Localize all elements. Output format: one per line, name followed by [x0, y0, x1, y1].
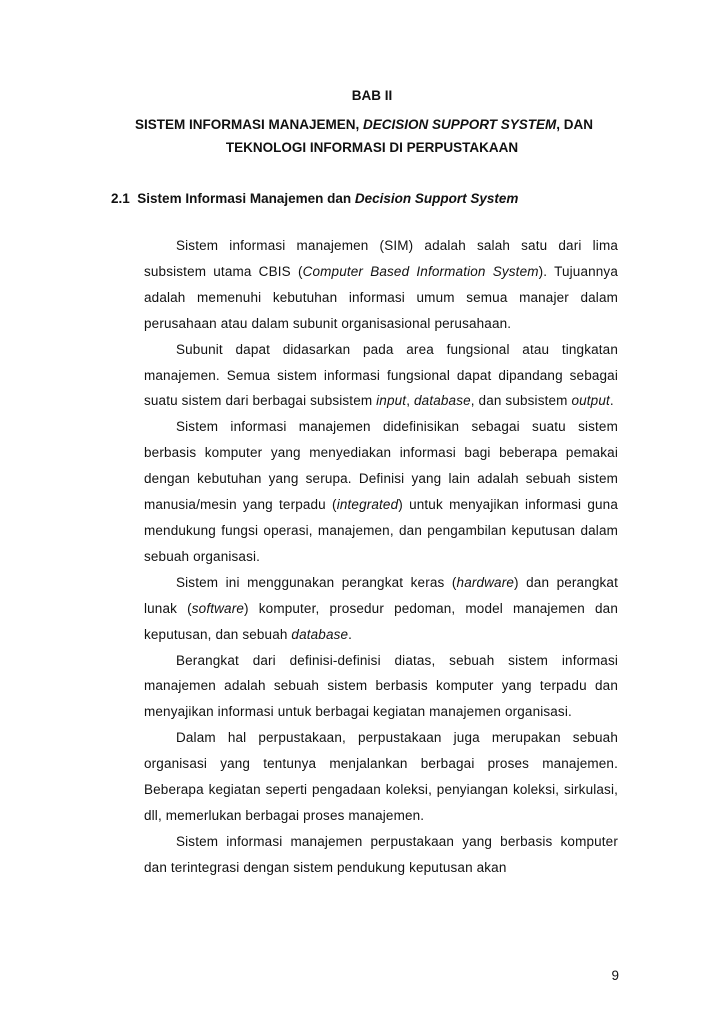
paragraph [144, 570, 618, 648]
text-run: ) komputer, prosedur pedoman, model manajemen dan keputusan, dan sebuah [144, 600, 618, 642]
text-run-italic: database [291, 626, 349, 642]
text-run: . [348, 626, 353, 642]
text-run-italic: integrated [336, 497, 399, 513]
text-run-italic: hardware [456, 574, 515, 590]
text-run-italic: software [191, 600, 245, 616]
paragraph [144, 414, 618, 569]
text-run-italic: database [414, 393, 471, 409]
section-title-text: Sistem Informasi Manajemen dan [137, 191, 355, 206]
chapter-title-text: SISTEM INFORMASI MANAJEMEN, [134, 117, 363, 132]
paragraph: Sistem informasi manajemen perpustakaan yang berbasis komputer dan terintegrasi dengan sistem pendukung keputusan akan [144, 833, 618, 875]
text-run: , dan subsistem [470, 393, 572, 409]
text-run: . [609, 393, 614, 409]
text-run: Subunit dapat didasarkan pada area fungsional atau tingkatan manajemen. Semua sistem informasi fungsional dapat dipandang sebagai suatu sistem dari berbagai subsistem [144, 341, 618, 409]
body-text [144, 233, 618, 881]
section-title-italic: Decision Support System [354, 191, 519, 206]
text-run-italic: Computer Based Information System [302, 263, 539, 279]
paragraph [144, 337, 618, 415]
text-run: Sistem informasi manajemen didefinisikan sebagai suatu sistem berbasis komputer yang menyediakan informasi bagi beberapa pemakai dengan kebutuhan yang serupa. Definisi yang lain adalah sebuah sistem manusia/mesin yang terpadu ( [144, 419, 618, 513]
section-heading [111, 187, 518, 210]
text-run: ) dan perangkat lunak ( [144, 574, 618, 616]
text-run: Sistem ini menggunakan perangkat keras ( [176, 574, 457, 590]
text-run: Sistem informasi manajemen (SIM) adalah salah satu dari lima subsistem utama CBIS ( [144, 238, 618, 279]
text-run-italic: output [571, 393, 610, 409]
section-number: 2.1 [111, 191, 130, 206]
page-number: 9 [611, 968, 619, 983]
chapter-title-italic: DECISION SUPPORT SYSTEM [362, 117, 557, 132]
chapter-title-text: , DAN [556, 117, 594, 132]
paragraph: Dalam hal perpustakaan, perpustakaan juga merupakan sebuah organisasi yang tentunya menjalankan berbagai proses manajemen. Beberapa kegiatan seperti pengadaan koleksi, penyiangan koleksi, sirkulasi, dll, memerlukan berbagai proses manajemen. [144, 730, 618, 823]
text-run: ). Tujuannya adalah memenuhi kebutuhan informasi umum semua manajer dalam perusahaan atau dalam subunit organisasional perusahaan. [144, 263, 618, 331]
text-run-italic: input [376, 393, 407, 409]
paragraph [144, 233, 618, 337]
chapter-title-line-1 [0, 113, 728, 136]
text-run: ) untuk menyajikan informasi guna mendukung fungsi operasi, manajemen, dan pengambilan keputusan dalam sebuah organisasi. [144, 497, 618, 564]
text-run: , [406, 393, 414, 409]
paragraph: Berangkat dari definisi-definisi diatas, sebuah sistem informasi manajemen adalah sebuah sistem berbasis komputer yang terpadu dan menyajikan informasi untuk berbagai kegiatan manajemen organisasi. [144, 652, 618, 720]
chapter-title-line-2: TEKNOLOGI INFORMASI DI PERPUSTAKAAN [225, 140, 519, 155]
chapter-label: BAB II [351, 88, 393, 103]
